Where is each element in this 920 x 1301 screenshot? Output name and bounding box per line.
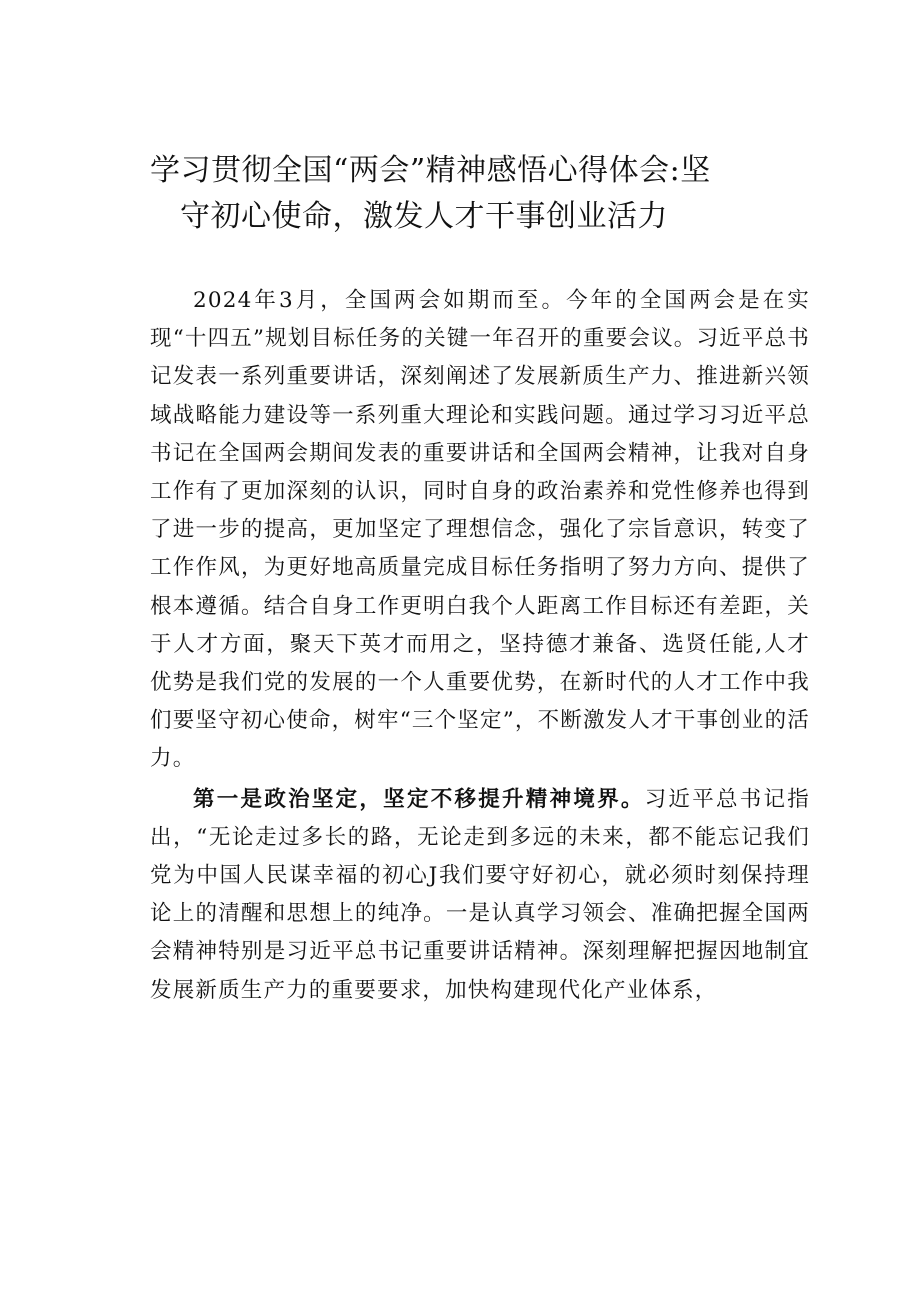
paragraph-intro <box>150 282 810 779</box>
document-title <box>150 148 790 240</box>
title-line-1: 学习贯彻全国“两会”精神感悟心得体会:坚 <box>150 153 711 188</box>
document-body <box>150 282 810 1010</box>
title-line-2: 守初心使命，激发人才干事创业活力 <box>180 199 668 234</box>
paragraph-intro-text: 2024年3月，全国两会如期而至。今年的全国两会是在实现“十四五”规划目标任务的关键一年召开的重要会议。习近平总书记发表一系列重要讲话，深刻阐述了发展新质生产力、推进新兴领域战略能力建设等一系列重大理论和实践问题。通过学习习近平总书记在全国两会期间发表的重要讲话和全国两会精神，让我对自身工作有了更加深刻的认识，同时自身的政治素养和党性修养也得到了进一步的提高，更加坚定了理想信念，强化了宗旨意识，转变了工作作风，为更好地高质量完成目标任务指明了努力方向、提供了根本遵循。结合自身工作更明白我个人距离工作目标还有差距，关于人才方面，聚天下英才而用之，坚持德才兼备、选贤任能,人才优势是我们党的发展的一个人重要优势，在新时代的人才工作中我们要坚守初心使命，树牢“三个坚定”，不断激发人才干事创业的活力。 <box>150 288 810 772</box>
paragraph-lead-heading: 第一是政治坚定，坚定不移提升精神境界。 <box>193 786 645 812</box>
paragraph-first-point <box>150 781 810 1010</box>
paragraph-first-point-text: 习近平总书记指出，“无论走过多长的路，无论走到多远的未来，都不能忘记我们党为中国人民谋幸福的初心J我们要守好初心，就必须时刻保持理论上的清醒和思想上的纯净。一是认真学习领会、准确把握全国两会精神特别是习近平总书记重要讲话精神。深刻理解把握因地制宜发展新质生产力的重要要求，加快构建现代化产业体系， <box>150 786 810 1003</box>
